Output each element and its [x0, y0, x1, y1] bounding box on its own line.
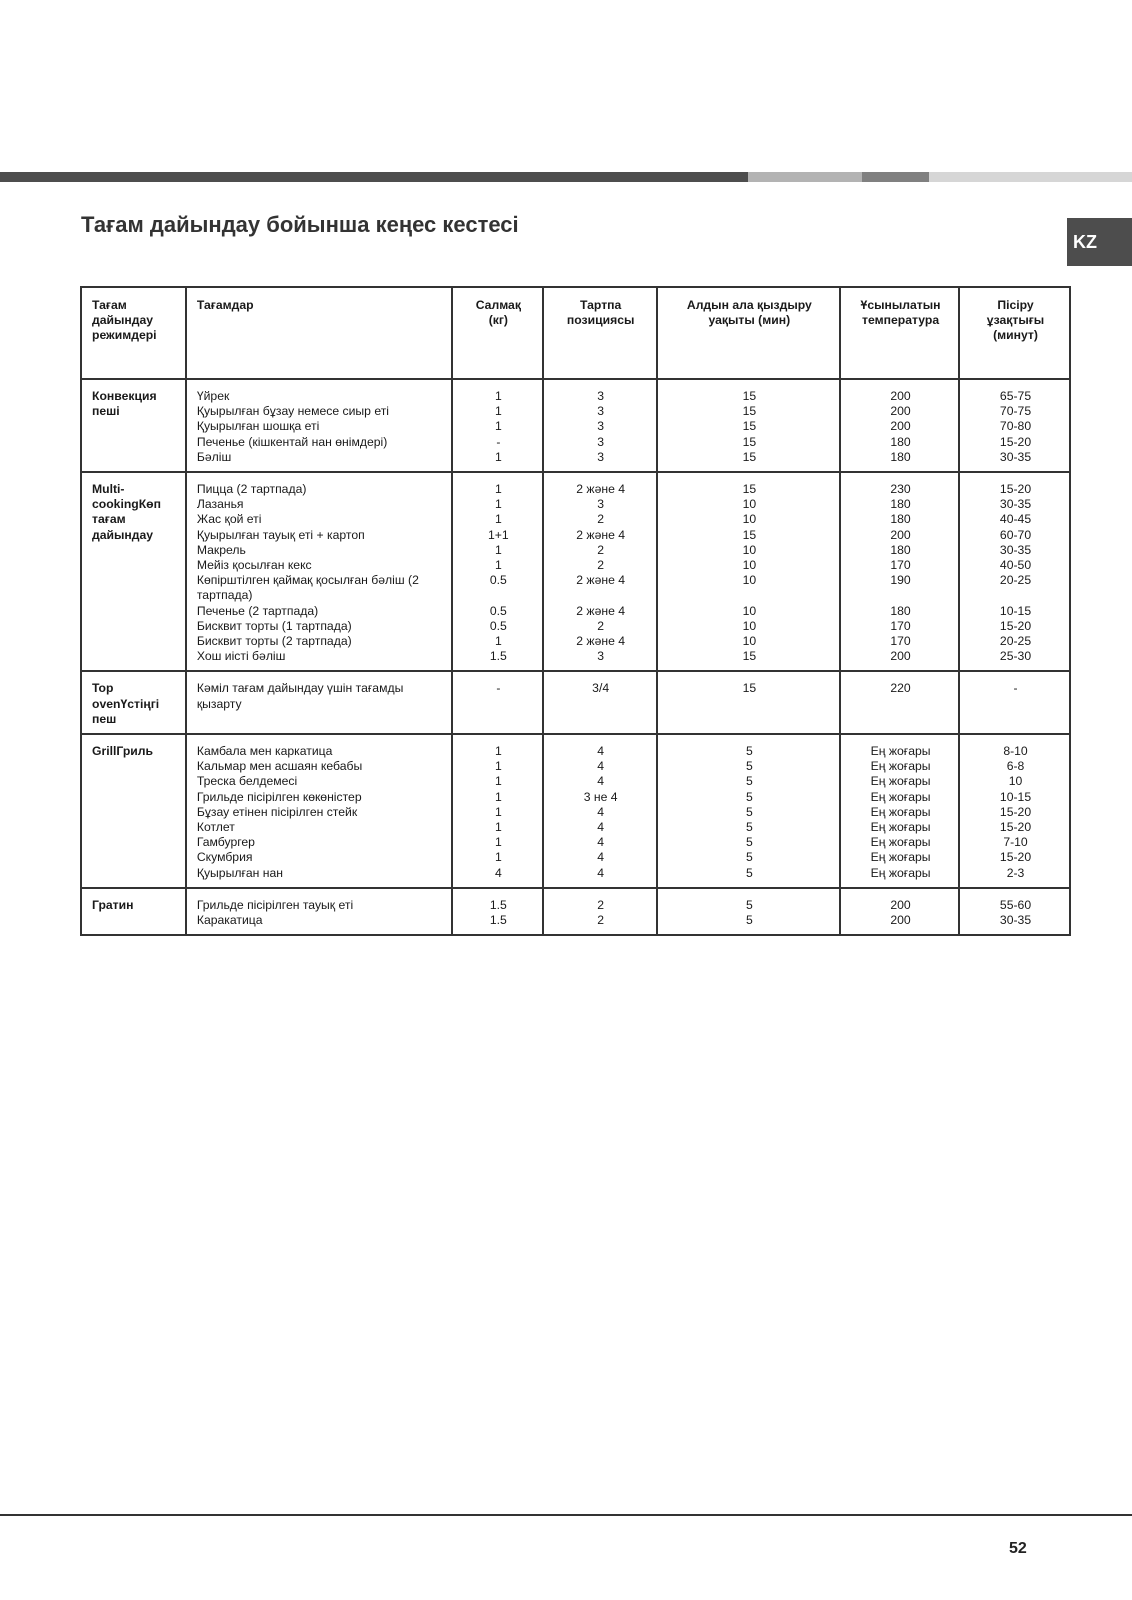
- preheat-value: 15: [742, 681, 757, 696]
- weight-value: 1: [494, 835, 502, 850]
- time-value: 60-70: [999, 527, 1032, 542]
- time-value: 15-20: [999, 434, 1032, 449]
- food-value: Скумбрия: [196, 850, 253, 865]
- rack-value: 2 және 4: [576, 482, 626, 497]
- weight-value: 1: [494, 774, 502, 789]
- mode-label-line: ovenҮстіңгі: [92, 696, 160, 711]
- preheat-cell: [657, 472, 840, 671]
- time-value: 65-75: [999, 389, 1032, 403]
- temp-value: Ең жоғары: [870, 820, 931, 835]
- weight-value: 1: [494, 404, 502, 419]
- rack-value: 3: [597, 497, 605, 512]
- food-value: Бұзау етінен пісірілген стейк: [196, 804, 358, 819]
- time-cell: [959, 379, 1070, 472]
- temp-value: 220: [890, 681, 911, 696]
- food-cell: [186, 734, 452, 888]
- preheat-value: 5: [745, 897, 753, 912]
- header-mode: [81, 287, 186, 379]
- food-value: Треска белдемесі: [196, 774, 298, 789]
- rack-value: 4: [597, 804, 605, 819]
- food-value: Көпірштілген қаймақ қосылған бәліш (2 тартпада): [196, 573, 419, 603]
- preheat-value: 5: [745, 744, 753, 759]
- food-value: Қуырылған бұзау немесе сиыр еті: [196, 404, 389, 419]
- time-value: 15-20: [999, 850, 1032, 865]
- preheat-value: 5: [745, 913, 753, 928]
- preheat-value: 10: [742, 634, 757, 649]
- rack-value: 2: [597, 897, 605, 912]
- weight-value: 1: [494, 389, 502, 403]
- weight-cell: [452, 379, 543, 472]
- header-bar-dark: [0, 172, 748, 182]
- header-food: [186, 287, 452, 379]
- food-value: Қуырылған нан: [196, 865, 284, 880]
- temp-cell: [840, 379, 959, 472]
- preheat-cell: [657, 671, 840, 734]
- mode-label-line: пеш: [92, 711, 117, 726]
- rack-value: 4: [597, 865, 605, 880]
- header-label-line: Алдын ала қыздыру: [686, 298, 812, 312]
- header-temp: [840, 287, 959, 379]
- preheat-value: 10: [742, 618, 757, 633]
- rack-value: 2: [597, 512, 605, 527]
- header-weight: [452, 287, 543, 379]
- mode-cell: [81, 671, 186, 734]
- food-cell: [186, 888, 452, 935]
- header-label-line: Ұсынылатын: [860, 298, 941, 312]
- food-value: Гамбургер: [196, 835, 255, 850]
- header-bar-light: [748, 172, 862, 182]
- rack-cell: [543, 671, 657, 734]
- mode-label-line: тағам: [92, 512, 126, 527]
- weight-value: 0.5: [489, 603, 507, 618]
- header-label-line: позициясы: [566, 313, 635, 328]
- food-cell: [186, 472, 452, 671]
- mode-group-row: [81, 888, 1070, 935]
- preheat-value: 10: [742, 603, 757, 618]
- rack-value: 2: [597, 542, 605, 557]
- weight-value: 4: [494, 865, 502, 880]
- weight-value: 1: [494, 558, 502, 573]
- food-value: Бисквит торты (2 тартпада): [196, 634, 352, 649]
- temp-value: 170: [890, 558, 911, 573]
- weight-value: 1: [494, 482, 502, 497]
- time-value: 6-8: [1006, 759, 1025, 774]
- food-value: Грильде пісірілген көкөністер: [196, 789, 362, 804]
- temp-value: Ең жоғары: [870, 789, 931, 804]
- header-label-line: температура: [862, 313, 940, 328]
- header-label-line: (кг): [488, 313, 508, 328]
- header-label-line: (минут): [993, 328, 1038, 343]
- temp-value: 200: [890, 389, 911, 403]
- rack-cell: [543, 888, 657, 935]
- header-bar-pale: [929, 172, 1132, 182]
- weight-value: 1: [494, 512, 502, 527]
- preheat-cell: [657, 888, 840, 935]
- rack-value: 4: [597, 774, 605, 789]
- header-label-line: ұзақтығы: [986, 313, 1045, 328]
- weight-value: -: [496, 434, 501, 449]
- time-value: 40-50: [999, 558, 1032, 573]
- rack-value: 4: [597, 850, 605, 865]
- temp-value: 180: [890, 603, 911, 618]
- food-cell: [186, 671, 452, 734]
- preheat-value: 5: [745, 850, 753, 865]
- header-preheat: [657, 287, 840, 379]
- mode-label-line: cookingКөп: [92, 497, 161, 512]
- temp-cell: [840, 671, 959, 734]
- rack-value: 3: [597, 434, 605, 449]
- weight-value: 1: [494, 744, 502, 759]
- weight-value: 1: [494, 542, 502, 557]
- preheat-value: 5: [745, 759, 753, 774]
- header-rack: [543, 287, 657, 379]
- rack-value: 2 және 4: [576, 573, 626, 588]
- weight-value: 1: [494, 449, 502, 464]
- page-title: Тағам дайындау бойынша кеңес кестесі: [81, 212, 519, 237]
- weight-value: 1: [494, 419, 502, 434]
- header-label-line: Салмақ: [475, 298, 521, 312]
- weight-cell: [452, 734, 543, 888]
- food-value: Жас қой еті: [196, 512, 262, 527]
- temp-value: 170: [890, 618, 911, 633]
- rack-cell: [543, 379, 657, 472]
- header-time: [959, 287, 1070, 379]
- time-value: 2-3: [1006, 865, 1025, 880]
- preheat-cell: [657, 379, 840, 472]
- temp-value: Ең жоғары: [870, 835, 931, 850]
- temp-value: 180: [890, 512, 911, 527]
- header-label-line: Пісіру: [997, 298, 1034, 312]
- mode-group-row: [81, 671, 1070, 734]
- time-value: 8-10: [1003, 744, 1028, 759]
- temp-value: 180: [890, 449, 911, 464]
- header-label-line: уақыты (мин): [708, 313, 791, 328]
- temp-value: Ең жоғары: [870, 744, 931, 759]
- rack-value: 4: [597, 835, 605, 850]
- rack-value: 3/4: [592, 681, 610, 696]
- rack-value: 3 не 4: [583, 789, 618, 804]
- time-value: 70-75: [999, 404, 1032, 419]
- time-value: 30-35: [999, 449, 1032, 464]
- time-cell: [959, 671, 1070, 734]
- food-value: Кәміл тағам дайындау үшін тағамды қызарту: [196, 681, 404, 711]
- preheat-value: 5: [745, 820, 753, 835]
- weight-value: 1: [494, 497, 502, 512]
- preheat-value: 15: [742, 389, 757, 403]
- preheat-value: 5: [745, 835, 753, 850]
- preheat-value: 10: [742, 512, 757, 527]
- time-cell: [959, 734, 1070, 888]
- mode-label-line: GrillГриль: [92, 744, 153, 759]
- weight-value: 1: [494, 820, 502, 835]
- time-value: 30-35: [999, 542, 1032, 557]
- food-value: Хош иісті бәліш: [196, 649, 286, 664]
- mode-label-line: Top: [92, 681, 114, 696]
- temp-value: Ең жоғары: [870, 850, 931, 865]
- header-label-line: Тартпа: [580, 298, 622, 312]
- time-value: 30-35: [999, 497, 1032, 512]
- temp-cell: [840, 734, 959, 888]
- food-value: Камбала мен каркатица: [196, 744, 333, 759]
- preheat-value: 15: [742, 527, 757, 542]
- footer-rule: [0, 1514, 1132, 1516]
- weight-value: 0.5: [489, 618, 507, 633]
- food-value: Қуырылған шошқа еті: [196, 419, 320, 434]
- rack-value: 3: [597, 449, 605, 464]
- temp-value: 200: [890, 527, 911, 542]
- time-value: 70-80: [999, 419, 1032, 434]
- preheat-value: 15: [742, 434, 757, 449]
- time-value: 15-20: [999, 820, 1032, 835]
- time-value: 15-20: [999, 804, 1032, 819]
- weight-value: 0.5: [489, 573, 507, 588]
- header-label-line: Тағамдар: [196, 298, 254, 312]
- header-label-line: Тағам: [92, 298, 127, 312]
- preheat-value: 5: [745, 774, 753, 789]
- temp-value: Ең жоғары: [870, 865, 931, 880]
- time-value: 25-30: [999, 649, 1032, 664]
- preheat-value: 15: [742, 482, 757, 497]
- preheat-value: 15: [742, 449, 757, 464]
- time-value: 7-10: [1003, 835, 1028, 850]
- header-bar-mid: [862, 172, 929, 182]
- mode-cell: [81, 472, 186, 671]
- rack-value: 4: [597, 759, 605, 774]
- temp-value: 200: [890, 649, 911, 664]
- preheat-value: 15: [742, 404, 757, 419]
- time-value: 20-25: [999, 573, 1032, 588]
- temp-value: 200: [890, 404, 911, 419]
- weight-value: 1: [494, 759, 502, 774]
- rack-value: 2: [597, 618, 605, 633]
- preheat-value: 5: [745, 804, 753, 819]
- time-value: 40-45: [999, 512, 1032, 527]
- time-value: 30-35: [999, 913, 1032, 928]
- food-value: Қуырылған тауық еті + картоп: [196, 527, 365, 542]
- weight-value: 1: [494, 789, 502, 804]
- food-value: Кальмар мен асшаян кебабы: [196, 759, 363, 774]
- temp-value: Ең жоғары: [870, 774, 931, 789]
- temp-value: 190: [890, 573, 911, 588]
- weight-value: 1.5: [489, 897, 507, 912]
- time-cell: [959, 888, 1070, 935]
- time-cell: [959, 472, 1070, 671]
- temp-cell: [840, 888, 959, 935]
- mode-label-line: пеші: [92, 404, 120, 419]
- food-value: Пицца (2 тартпада): [196, 482, 307, 497]
- weight-value: 1: [494, 850, 502, 865]
- mode-cell: [81, 379, 186, 472]
- rack-value: 2: [597, 558, 605, 573]
- mode-label-line: дайындау: [92, 527, 154, 542]
- rack-cell: [543, 734, 657, 888]
- rack-value: 3: [597, 404, 605, 419]
- header-label-line: режимдері: [92, 328, 157, 343]
- weight-cell: [452, 472, 543, 671]
- food-value: Печенье (кішкентай нан өнімдері): [196, 434, 388, 449]
- temp-cell: [840, 472, 959, 671]
- temp-value: 200: [890, 897, 911, 912]
- rack-value: 3: [597, 389, 605, 403]
- time-value: 55-60: [999, 897, 1032, 912]
- rack-value: 3: [597, 419, 605, 434]
- rack-value: 2 және 4: [576, 634, 626, 649]
- temp-value: 170: [890, 634, 911, 649]
- time-value: 15-20: [999, 482, 1032, 497]
- preheat-value: 10: [742, 558, 757, 573]
- mode-label-line: Гратин: [92, 897, 134, 912]
- food-value: Печенье (2 тартпада): [196, 603, 319, 618]
- preheat-value: 10: [742, 573, 757, 588]
- rack-value: 4: [597, 820, 605, 835]
- food-value: Макрель: [196, 542, 246, 557]
- weight-value: 1: [494, 804, 502, 819]
- weight-value: 1+1: [488, 527, 509, 542]
- temp-value: 200: [890, 419, 911, 434]
- rack-value: 2 және 4: [576, 603, 626, 618]
- temp-value: 180: [890, 497, 911, 512]
- rack-value: 2 және 4: [576, 527, 626, 542]
- food-value: Грильде пісірілген тауық еті: [196, 897, 354, 912]
- rack-cell: [543, 472, 657, 671]
- rack-value: 4: [597, 744, 605, 759]
- temp-value: 200: [890, 913, 911, 928]
- preheat-value: 15: [742, 649, 757, 664]
- mode-label-line: Multi-: [92, 482, 125, 497]
- weight-value: 1.5: [489, 649, 507, 664]
- mode-cell: [81, 734, 186, 888]
- preheat-value: 10: [742, 497, 757, 512]
- preheat-value: 10: [742, 542, 757, 557]
- rack-value: 3: [597, 649, 605, 664]
- time-value: 15-20: [999, 618, 1032, 633]
- language-badge: KZ: [1067, 218, 1132, 266]
- time-value: 10-15: [999, 603, 1032, 618]
- temp-value: Ең жоғары: [870, 804, 931, 819]
- mode-group-row: [81, 379, 1070, 472]
- preheat-value: 5: [745, 865, 753, 880]
- preheat-value: 15: [742, 419, 757, 434]
- food-value: Бәліш: [196, 449, 232, 464]
- mode-group-row: [81, 734, 1070, 888]
- weight-value: 1.5: [489, 913, 507, 928]
- weight-cell: [452, 888, 543, 935]
- time-value: 10-15: [999, 789, 1032, 804]
- temp-value: 230: [890, 482, 911, 497]
- food-value: Котлет: [196, 820, 235, 835]
- temp-value: 180: [890, 542, 911, 557]
- food-value: Каракатица: [196, 913, 263, 928]
- cooking-guide-table: [80, 286, 1071, 936]
- weight-value: 1: [494, 634, 502, 649]
- page-number: 52: [1009, 1540, 1027, 1557]
- mode-cell: [81, 888, 186, 935]
- temp-value: 180: [890, 434, 911, 449]
- weight-cell: [452, 671, 543, 734]
- preheat-value: 5: [745, 789, 753, 804]
- food-value: Үйрек: [196, 389, 230, 403]
- time-value: 20-25: [999, 634, 1032, 649]
- food-value: Мейіз қосылған кекс: [196, 558, 312, 573]
- weight-value: -: [496, 681, 501, 696]
- temp-value: Ең жоғары: [870, 759, 931, 774]
- preheat-cell: [657, 734, 840, 888]
- food-value: Лазанья: [196, 497, 244, 512]
- food-value: Бисквит торты (1 тартпада): [196, 618, 352, 633]
- food-cell: [186, 379, 452, 472]
- mode-group-row: [81, 472, 1070, 671]
- header-label-line: дайындау: [92, 313, 154, 328]
- time-value: 10: [1008, 774, 1023, 789]
- time-value: -: [1013, 681, 1018, 696]
- mode-label-line: Конвекция: [92, 389, 157, 403]
- rack-value: 2: [597, 913, 605, 928]
- table-header-row: [81, 287, 1070, 379]
